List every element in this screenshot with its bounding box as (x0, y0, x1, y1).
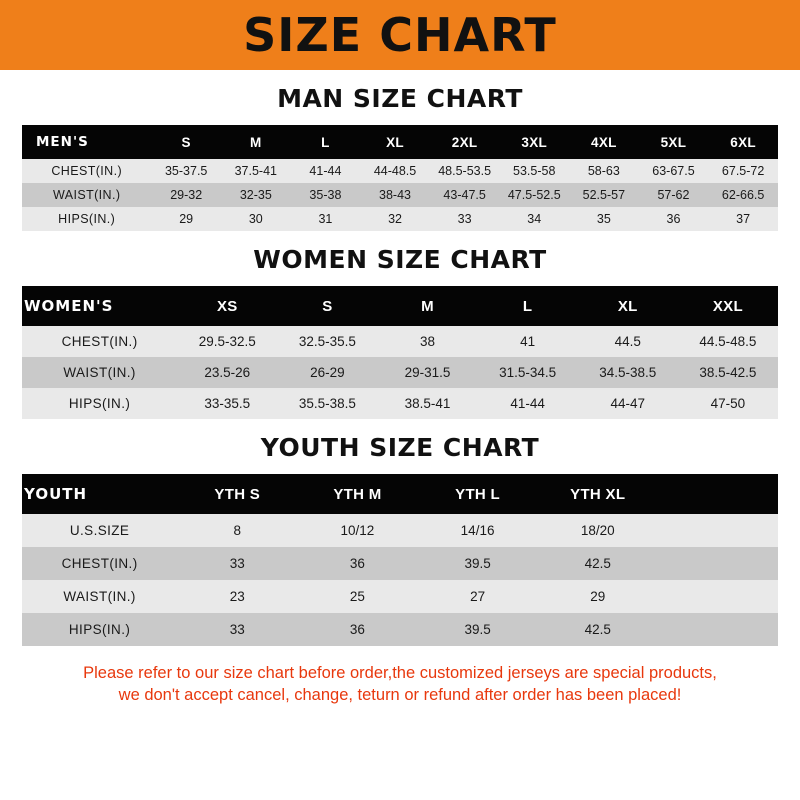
women-cell-1-4: 34.5-38.5 (599, 365, 657, 380)
women-cell-1-3: 31.5-34.5 (499, 365, 557, 380)
table-row (22, 613, 778, 646)
men-cell-0-1: 37.5-41 (234, 164, 277, 178)
men-col-1: M (250, 134, 262, 150)
men-col-2: L (321, 134, 330, 150)
men-cell-2-8: 37 (736, 212, 751, 226)
youth-cell-0-0: 8 (233, 523, 242, 538)
youth-table-header (22, 474, 778, 514)
section-men (22, 84, 778, 231)
policy-note-line-2: we don't accept cancel, change, teturn or refund after order has been placed! (118, 686, 682, 705)
section-title-youth: YOUTH SIZE CHART (260, 433, 540, 462)
youth-col-2: YTH L (455, 485, 500, 503)
women-cell-2-4: 44-47 (610, 396, 646, 411)
women-cell-0-1: 32.5-35.5 (298, 334, 356, 349)
youth-cell-1-1: 36 (349, 556, 365, 571)
women-cell-2-3: 41-44 (510, 396, 545, 411)
women-cell-1-5: 38.5-42.5 (699, 365, 757, 380)
section-title-men: MAN SIZE CHART (277, 84, 523, 113)
women-table-body (22, 326, 778, 419)
women-cell-1-1: 26-29 (310, 365, 345, 380)
youth-table-body (22, 514, 778, 646)
women-row-2-label: HIPS(IN.) (68, 396, 131, 411)
women-col-2: M (421, 297, 434, 315)
youth-cell-1-4 (658, 547, 778, 580)
youth-row-2-label: WAIST(IN.) (63, 589, 136, 604)
youth-cell-0-3: 18/20 (580, 523, 615, 538)
youth-cell-1-0: 33 (229, 556, 245, 571)
women-cell-2-1: 35.5-38.5 (298, 396, 356, 411)
men-cell-1-1: 32-35 (239, 188, 272, 202)
youth-cell-3-3: 42.5 (584, 622, 611, 637)
men-cell-0-6: 58-63 (587, 164, 620, 178)
men-cell-0-3: 44-48.5 (373, 164, 417, 178)
youth-col-0: YTH S (214, 485, 261, 503)
men-cell-1-7: 57-62 (657, 188, 690, 202)
men-cell-0-2: 41-44 (309, 164, 342, 178)
chart-content (0, 84, 800, 707)
youth-cell-3-0: 33 (229, 622, 245, 637)
policy-note-line-1: Please refer to our size chart before order,the customized jerseys are special products, (83, 664, 717, 682)
table-row (22, 183, 778, 207)
youth-cell-1-2: 39.5 (464, 556, 491, 571)
men-row-1-label: WAIST(IN.) (52, 188, 121, 202)
men-cell-1-2: 35-38 (309, 188, 342, 202)
youth-cell-2-1: 25 (349, 589, 365, 604)
table-row (22, 357, 778, 388)
men-cell-2-6: 35 (596, 212, 611, 226)
women-cell-2-5: 47-50 (710, 396, 746, 411)
men-size-table (22, 125, 778, 231)
women-col-0: XS (216, 297, 238, 315)
women-col-3: L (522, 297, 533, 315)
women-size-table (22, 286, 778, 419)
men-col-7: 5XL (660, 134, 687, 150)
youth-cell-3-1: 36 (349, 622, 365, 637)
men-cell-1-0: 29-32 (170, 188, 203, 202)
page-title: SIZE CHART (243, 8, 557, 62)
men-row-2-label: HIPS(IN.) (58, 212, 116, 226)
men-cell-2-7: 36 (666, 212, 681, 226)
women-row-0-label: CHEST(IN.) (61, 334, 138, 349)
table-row (22, 580, 778, 613)
women-col-1: S (322, 297, 333, 315)
women-cell-0-5: 44.5-48.5 (699, 334, 757, 349)
men-row-0-label: CHEST(IN.) (51, 164, 123, 178)
women-row-1-label: WAIST(IN.) (63, 365, 136, 380)
youth-col-1: YTH M (333, 485, 382, 503)
men-col-6: 4XL (591, 134, 617, 150)
youth-cell-2-4 (658, 580, 778, 613)
youth-row-3-label: HIPS(IN.) (68, 622, 131, 637)
men-table-body (22, 159, 778, 231)
men-cell-0-8: 67.5-72 (721, 164, 765, 178)
women-cell-0-2: 38 (419, 334, 436, 349)
men-cell-2-0: 29 (179, 212, 194, 226)
men-cell-1-8: 62-66.5 (721, 188, 765, 202)
youth-col-4 (658, 474, 778, 514)
men-cell-2-3: 32 (388, 212, 402, 226)
table-header-row (22, 286, 778, 326)
youth-cell-3-4 (658, 613, 778, 646)
women-cell-2-2: 38.5-41 (404, 396, 451, 411)
men-cell-2-5: 34 (527, 212, 542, 226)
policy-note (22, 662, 778, 707)
women-cell-0-4: 44.5 (614, 334, 641, 349)
women-cell-0-3: 41 (520, 334, 536, 349)
youth-cell-2-3: 29 (590, 589, 606, 604)
table-header-row (22, 474, 778, 514)
women-cell-0-0: 29.5-32.5 (198, 334, 256, 349)
men-cell-1-3: 38-43 (379, 188, 412, 202)
women-table-header (22, 286, 778, 326)
women-col-4: XL (617, 297, 638, 315)
men-cell-1-4: 43-47.5 (443, 188, 486, 202)
men-cell-1-6: 52.5-57 (582, 188, 626, 202)
section-youth (22, 433, 778, 646)
men-cell-0-5: 53.5-58 (513, 164, 556, 178)
table-row (22, 326, 778, 357)
men-cell-2-1: 30 (248, 212, 263, 226)
table-row (22, 514, 778, 547)
youth-cell-2-0: 23 (229, 589, 245, 604)
men-col-8: 6XL (730, 134, 756, 150)
men-col-5: 3XL (521, 134, 548, 150)
youth-size-table (22, 474, 778, 646)
men-cell-1-5: 47.5-52.5 (507, 188, 561, 202)
table-row (22, 207, 778, 231)
table-row (22, 388, 778, 419)
youth-cell-3-2: 39.5 (464, 622, 491, 637)
youth-col-3: YTH XL (570, 485, 626, 503)
men-cell-0-0: 35-37.5 (164, 164, 208, 178)
table-header-row (22, 125, 778, 159)
youth-cell-0-4 (658, 514, 778, 547)
youth-row-0-label: U.S.SIZE (69, 523, 130, 538)
youth-cell-0-1: 10/12 (340, 523, 375, 538)
women-col-5: XXL (712, 297, 743, 315)
women-row-label-header: WOMEN'S (24, 297, 114, 315)
men-cell-0-4: 48.5-53.5 (438, 164, 492, 178)
youth-row-label-header: YOUTH (24, 485, 88, 503)
youth-cell-0-2: 14/16 (460, 523, 495, 538)
men-cell-2-4: 33 (457, 212, 472, 226)
section-women (22, 245, 778, 419)
women-cell-2-0: 33-35.5 (204, 396, 251, 411)
men-cell-0-7: 63-67.5 (652, 164, 695, 178)
men-cell-2-2: 31 (318, 212, 333, 226)
women-cell-1-2: 29-31.5 (404, 365, 451, 380)
section-title-women: WOMEN SIZE CHART (253, 245, 547, 274)
youth-cell-1-3: 42.5 (584, 556, 611, 571)
youth-cell-2-2: 27 (470, 589, 486, 604)
header-banner (0, 0, 800, 70)
men-col-4: 2XL (451, 134, 478, 150)
men-col-0: S (181, 134, 191, 150)
men-row-label-header: MEN'S (36, 134, 89, 150)
table-row (22, 547, 778, 580)
women-cell-1-0: 23.5-26 (204, 365, 251, 380)
youth-row-1-label: CHEST(IN.) (61, 556, 138, 571)
table-row (22, 159, 778, 183)
men-table-header (22, 125, 778, 159)
men-col-3: XL (386, 134, 404, 150)
